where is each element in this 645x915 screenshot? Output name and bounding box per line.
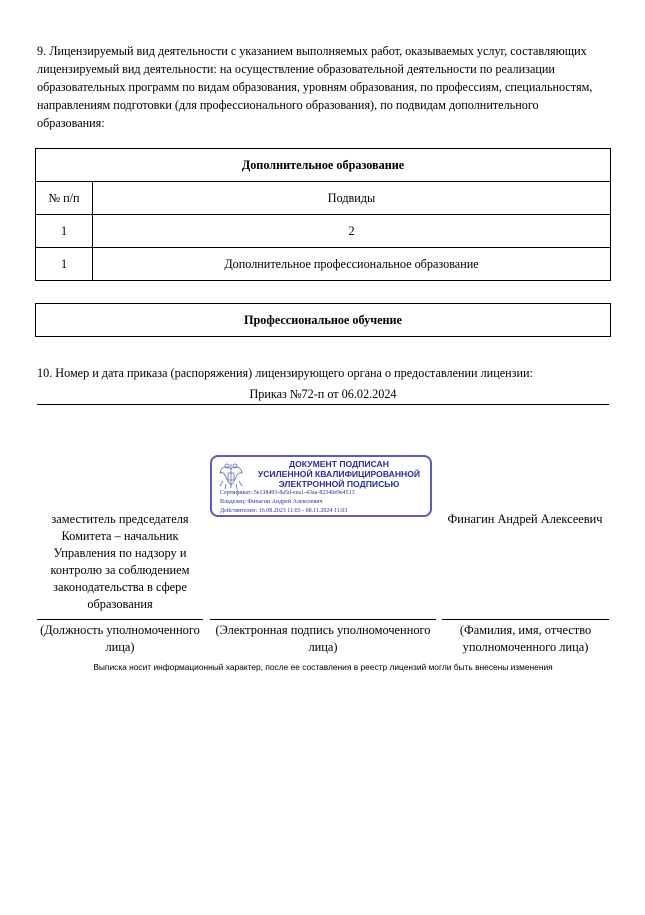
stamp-title bbox=[248, 459, 430, 489]
stamp-owner: Владелец: Финагин Андрей Алексеевич bbox=[220, 499, 323, 505]
row-value: 2 bbox=[93, 215, 611, 248]
row-value: Дополнительное профессиональное образование bbox=[93, 248, 611, 281]
electronic-signature-stamp bbox=[210, 455, 432, 517]
signatory-position: заместитель председателя Комитета – начальник Управления по надзору и контролю за соблюдением законодательства в сфере образования bbox=[50, 512, 190, 611]
stamp-validity: Действителен: 16.08.2023 11:03 - 08.11.2024 11:03 bbox=[220, 508, 348, 514]
caption-signature: (Электронная подпись уполномоченного лица) bbox=[215, 623, 431, 654]
table-row bbox=[36, 248, 611, 281]
table-row bbox=[36, 215, 611, 248]
caption-position: (Должность уполномоченного лица) bbox=[40, 623, 200, 654]
position-line bbox=[37, 619, 203, 620]
coat-of-arms-icon bbox=[217, 461, 245, 491]
stamp-line-2: УСИЛЕННОЙ КВАЛИФИЦИРОВАННОЙ bbox=[257, 469, 421, 479]
order-number: Приказ №72-п от 06.02.2024 bbox=[37, 387, 609, 405]
stamp-certificate: Сертификат: 5e138493-8a5d-eea1-43aa-82340e9e4513 bbox=[220, 490, 355, 496]
professional-training-box bbox=[35, 303, 611, 337]
signature-line bbox=[210, 619, 436, 620]
professional-training-title: Профессиональное обучение bbox=[244, 312, 402, 327]
section-10-text: 10. Номер и дата приказа (распоряжения) лицензирующего органа о предоставлении лицензии: bbox=[37, 366, 533, 380]
stamp-line-3: ЭЛЕКТРОННОЙ ПОДПИСЬЮ bbox=[278, 479, 400, 489]
row-num: 1 bbox=[36, 215, 93, 248]
table-columns-row bbox=[36, 182, 611, 215]
footer-note: Выписка носит информационный характер, после ее составления в реестр лицензий могли быть внесены изменения bbox=[93, 662, 553, 672]
name-line bbox=[442, 619, 609, 620]
stamp-line-1: ДОКУМЕНТ ПОДПИСАН bbox=[289, 459, 389, 469]
caption-name: (Фамилия, имя, отчество уполномоченного лица) bbox=[459, 623, 592, 654]
signatory-name: Финагин Андрей Алексеевич bbox=[447, 512, 603, 526]
column-num-header: № п/п bbox=[36, 182, 93, 215]
table-header-row bbox=[36, 149, 611, 182]
column-subtypes-header: Подвиды bbox=[93, 182, 611, 215]
row-num: 1 bbox=[36, 248, 93, 281]
table-title: Дополнительное образование bbox=[36, 149, 611, 182]
additional-education-table bbox=[35, 148, 611, 281]
section-9-text: 9. Лицензируемый вид деятельности с указанием выполняемых работ, оказываемых услуг, составляющих лицензируемый вид деятельности: на осуществление образовательной деятельности по реализации образовательных программ по видам образования, уровням образования, по профессиям, специальностям, направлениям подготовки (для профессионального образования), по подвидам дополнительного образования: bbox=[37, 44, 593, 130]
